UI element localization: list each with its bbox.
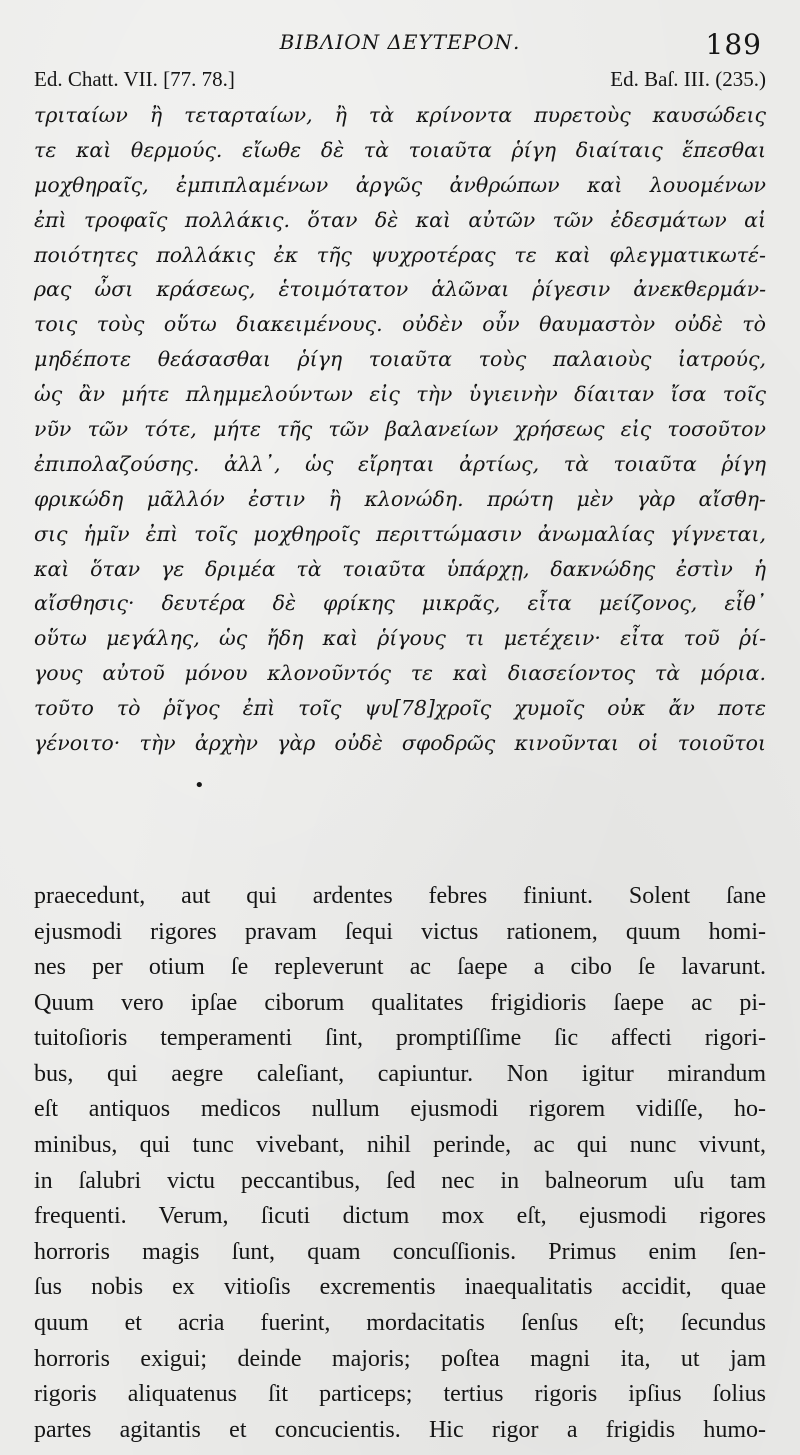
latin-line: horroris magis ſunt, quam concuſſionis. Primus enim ſen- [34,1238,766,1265]
latin-line: minibus, qui tunc vivebant, nihil perinde, ac qui nunc vivunt, [34,1132,766,1159]
latin-line: partes agitantis et concucientis. Hic rigor a frigidis humo- [34,1416,766,1443]
greek-line: γους αὐτοῦ μόνου κλονοῦντός τε καὶ διασείοντος τὰ μόρια. [34,661,766,686]
running-title: ΒΙΒΛΙΟΝ ΔΕΥΤΕΡΟΝ. [279,30,521,54]
latin-line: horroris exigui; deinde majoris; poſtea magni ita, ut jam [34,1345,766,1372]
latin-line: bus, qui aegre caleſiant, capiuntur. Non igitur mirandum [34,1060,766,1087]
latin-line: Quum vero ipſae ciborum qualitates frigidioris ſaepe ac pi- [34,989,766,1016]
greek-line: μηδέποτε θεάσασθαι ῥίγη τοιαῦτα τοὺς παλαιοὺς ἰατρούς, [34,347,766,372]
separator-mark: • [194,774,205,796]
greek-line: ἐπιπολαζούσης. ἀλλ᾽, ὡς εἴρηται ἀρτίως, τὰ τοιαῦτα ῥίγη [34,451,766,476]
latin-line: praecedunt, aut qui ardentes febres finiunt. Solent ſane [34,882,766,909]
latin-line: eſt antiquos medicos nullum ejusmodi rigorem vidiſſe, ho- [34,1096,766,1123]
latin-line: nes per otium ſe repleverunt ac ſaepe a cibo ſe lavarunt. [34,954,766,981]
latin-line: rigoris aliquatenus ſit particeps; tertius rigoris ipſius ſolius [34,1381,766,1408]
greek-line: ὡς ἂν μήτε πλημμελούντων εἰς τὴν ὑγιεινὴν δίαιταν ἴσα τοῖς [34,382,766,407]
edition-reference-line [34,62,766,96]
latin-line: tuitoſioris temperamenti ſint, promptiſſime ſic affecti rigori- [34,1025,766,1052]
greek-line: τοῦτο τὸ ῥῖγος ἐπὶ τοῖς ψυ[78]χροῖς χυμοῖς οὐκ ἄν ποτε [34,696,766,721]
greek-line: νῦν τῶν τότε, μήτε τῆς τῶν βαλανείων χρήσεως εἰς τοσοῦτον [34,417,766,442]
greek-line: σις ἡμῖν ἐπὶ τοῖς μοχθηροῖς περιττώμασιν ἀνωμαλίας γίγνεται, [34,521,766,546]
latin-line: ejusmodi rigores pravam ſequi victus rationem, quum homi- [34,918,766,945]
section-separator [34,761,766,879]
greek-line: γένοιτο· τὴν ἀρχὴν γὰρ οὐδὲ σφοδρῶς κινοῦνται οἱ τοιοῦτοι [34,731,766,756]
latin-line: quum et acria fuerint, mordacitatis ſenſus eſt; ſecundus [34,1310,766,1337]
greek-line: τριταίων ἢ τεταρταίων, ἢ τὰ κρίνοντα πυρετοὺς καυσώδεις [34,103,766,127]
greek-line: ρας ὦσι κράσεως, ἑτοιμότατον ἁλῶναι ῥίγεσιν ἀνεκθερμάν- [34,277,766,302]
greek-line: καὶ ὅταν γε δριμέα τὰ τοιαῦτα ὑπάρχῃ, δακνώδης ἐστὶν ἡ [34,556,766,581]
edition-reference-right: Ed. Baſ. III. (235.) [610,67,766,91]
greek-line: ἐπὶ τροφαῖς πολλάκις. ὅταν δὲ καὶ αὐτῶν τῶν ἐδεσμάτων αἱ [34,207,766,232]
greek-line: φρικώδη μᾶλλόν ἐστιν ἢ κλονώδη. πρώτη μὲν γὰρ αἴσθη- [34,486,766,511]
greek-line: μοχθηραῖς, ἐμπιπλαμένων ἀργῶς ἀνθρώπων καὶ λουομένων [34,172,766,197]
greek-line: ποιότητες πολλάκις ἐκ τῆς ψυχροτέρας τε καὶ φλεγματικωτέ- [34,242,766,267]
page-number: 189 [705,28,762,61]
edition-reference-left: Ed. Chatt. VII. [77. 78.] [34,67,235,91]
latin-line: ſus nobis ex vitioſis excrementis inaequalitatis accidit, quae [34,1274,766,1301]
latin-text-block [34,879,766,1449]
latin-line: in ſalubri victu peccantibus, ſed nec in balneorum uſu tam [34,1167,766,1194]
latin-line: frequenti. Verum, ſicuti dictum mox eſt, ejusmodi rigores [34,1203,766,1230]
greek-line: τοις τοὺς οὕτω διακειμένους. οὐδὲν οὖν θαυμαστὸν οὐδὲ τὸ [34,312,766,337]
greek-line: οὕτω μεγάλης, ὡς ἤδη καὶ ῥίγους τι μετέχειν· εἶτα τοῦ ῥί- [34,626,766,651]
running-head [34,26,766,62]
greek-line: αἴσθησις· δευτέρα δὲ φρίκης μικρᾶς, εἶτα μείζονος, εἶθ᾽ [34,591,766,616]
greek-line: τε καὶ θερμούς. εἴωθε δὲ τὰ τοιαῦτα ῥίγη διαίταις ἕπεσθαι [34,137,766,162]
greek-text-block [34,98,766,761]
